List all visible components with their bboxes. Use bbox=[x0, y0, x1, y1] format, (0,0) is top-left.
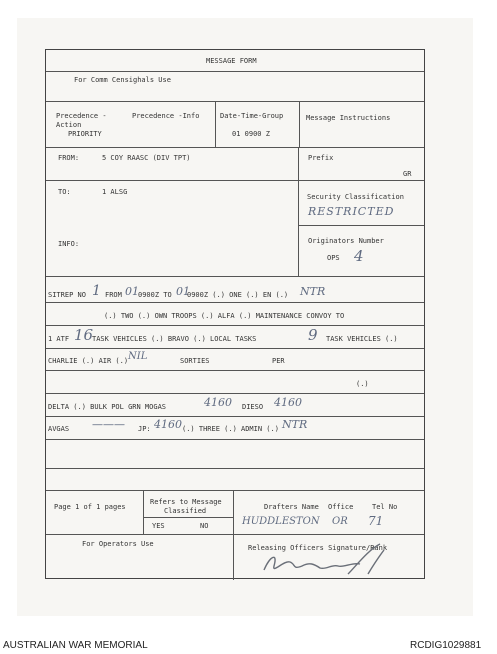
message-handwriting: NTR bbox=[282, 418, 308, 431]
rule bbox=[46, 147, 424, 148]
message-text: TASK VEHICLES (.) BRAVO (.) LOCAL TASKS bbox=[92, 335, 257, 343]
to-value: 1 ALSG bbox=[102, 188, 128, 196]
message-text: (.) THREE (.) ADMIN (.) bbox=[182, 425, 279, 433]
message-text: 0900Z (.) ONE (.) EN (.) bbox=[187, 291, 289, 299]
message-text: PER bbox=[272, 357, 285, 365]
rule bbox=[46, 393, 424, 394]
officer-signature bbox=[256, 540, 396, 580]
originators-number-value: 4 bbox=[354, 247, 364, 265]
message-handwriting: 4160 bbox=[274, 396, 302, 409]
security-classification-value: RESTRICTED bbox=[308, 205, 395, 218]
message-text: DELTA (.) BULK POL GRN MOGAS bbox=[48, 403, 167, 411]
prefix-label: Prefix bbox=[308, 154, 334, 162]
security-classification-label: Security Classification bbox=[307, 193, 404, 201]
classified-label: Classified bbox=[164, 507, 207, 515]
message-instructions-label: Message Instructions bbox=[306, 114, 391, 122]
office-value: OR bbox=[332, 516, 348, 527]
drafters-name-label: Drafters Name bbox=[264, 503, 319, 511]
rule bbox=[46, 276, 424, 277]
footer-left: AUSTRALIAN WAR MEMORIAL bbox=[3, 640, 148, 651]
message-text: 1 ATF bbox=[48, 335, 70, 343]
rule bbox=[46, 468, 424, 469]
rule bbox=[46, 101, 424, 102]
message-handwriting: 4160 bbox=[204, 396, 232, 409]
message-text: (.) bbox=[356, 380, 369, 388]
rule bbox=[143, 490, 144, 534]
yes-label: YES bbox=[152, 522, 165, 530]
info-label: INFO: bbox=[58, 240, 80, 248]
rule bbox=[46, 439, 424, 440]
rule bbox=[233, 490, 234, 580]
rule bbox=[298, 225, 424, 226]
message-text: TASK VEHICLES (.) bbox=[326, 335, 398, 343]
tel-no-value: 71 bbox=[368, 514, 384, 528]
message-handwriting: 9 bbox=[308, 326, 318, 344]
rule bbox=[46, 302, 424, 303]
prefix-value: GR bbox=[403, 170, 412, 178]
message-text: AVGAS bbox=[48, 425, 70, 433]
message-handwriting: 01 bbox=[176, 285, 190, 298]
rule bbox=[46, 490, 424, 491]
precedence-action-value: PRIORITY bbox=[68, 130, 102, 138]
message-text: 0900Z TO bbox=[138, 291, 172, 299]
dtg-value: 01 0900 Z bbox=[232, 130, 270, 138]
message-form bbox=[45, 49, 425, 579]
rule bbox=[46, 180, 424, 181]
rule bbox=[46, 534, 424, 535]
message-text: SORTIES bbox=[180, 357, 210, 365]
message-text: (.) TWO (.) OWN TROOPS (.) ALFA (.) MAINTENANCE CONVOY TO bbox=[104, 312, 345, 320]
page-count-label: Page 1 of 1 pages bbox=[54, 503, 126, 511]
precedence-action-label: Precedence - bbox=[56, 112, 107, 120]
rule bbox=[299, 101, 300, 147]
message-text: CHARLIE (.) AIR (.) bbox=[48, 357, 129, 365]
from-label: FROM: bbox=[58, 154, 80, 162]
rule bbox=[215, 101, 216, 147]
originators-prefix: OPS bbox=[327, 254, 340, 262]
footer-right: RCDIG1029881 bbox=[410, 640, 482, 651]
dtg-label: Date-Time-Group bbox=[220, 112, 284, 120]
message-handwriting: NIL bbox=[128, 351, 148, 362]
message-handwriting: 16 bbox=[74, 326, 94, 344]
precedence-info-label: Precedence -Info bbox=[132, 112, 200, 120]
no-label: NO bbox=[200, 522, 209, 530]
message-text: FROM bbox=[105, 291, 122, 299]
comms-use-label: For Comm Censighals Use bbox=[74, 76, 171, 84]
rule bbox=[46, 416, 424, 417]
message-text: JP: bbox=[138, 425, 151, 433]
refers-to-message-label: Refers to Message bbox=[150, 498, 222, 506]
message-handwriting: NTR bbox=[300, 285, 326, 298]
rule bbox=[46, 325, 424, 326]
message-text: SITREP NO bbox=[48, 291, 86, 299]
rule bbox=[143, 517, 233, 518]
tel-no-label: Tel No bbox=[372, 503, 398, 511]
message-handwriting: 01 bbox=[125, 285, 139, 298]
originators-number-label: Originators Number bbox=[308, 237, 384, 245]
rule bbox=[298, 147, 299, 276]
rule bbox=[46, 348, 424, 349]
form-title: MESSAGE FORM bbox=[206, 57, 257, 65]
office-label: Office bbox=[328, 503, 354, 511]
message-handwriting: ——— bbox=[92, 418, 125, 431]
rule bbox=[46, 370, 424, 371]
operators-use-label: For Operators Use bbox=[82, 540, 154, 548]
from-value: 5 COY RAASC (DIV TPT) bbox=[102, 154, 191, 162]
to-label: TO: bbox=[58, 188, 71, 196]
action-label: Action bbox=[56, 121, 82, 129]
rule bbox=[46, 71, 424, 72]
message-text: DIESO bbox=[242, 403, 264, 411]
message-handwriting: 4160 bbox=[154, 418, 182, 431]
message-handwriting: 1 bbox=[92, 283, 101, 299]
releasing-officers-label: Releasing Officers Signature/Rank bbox=[248, 544, 388, 552]
drafter-name-value: HUDDLESTON bbox=[242, 516, 320, 527]
